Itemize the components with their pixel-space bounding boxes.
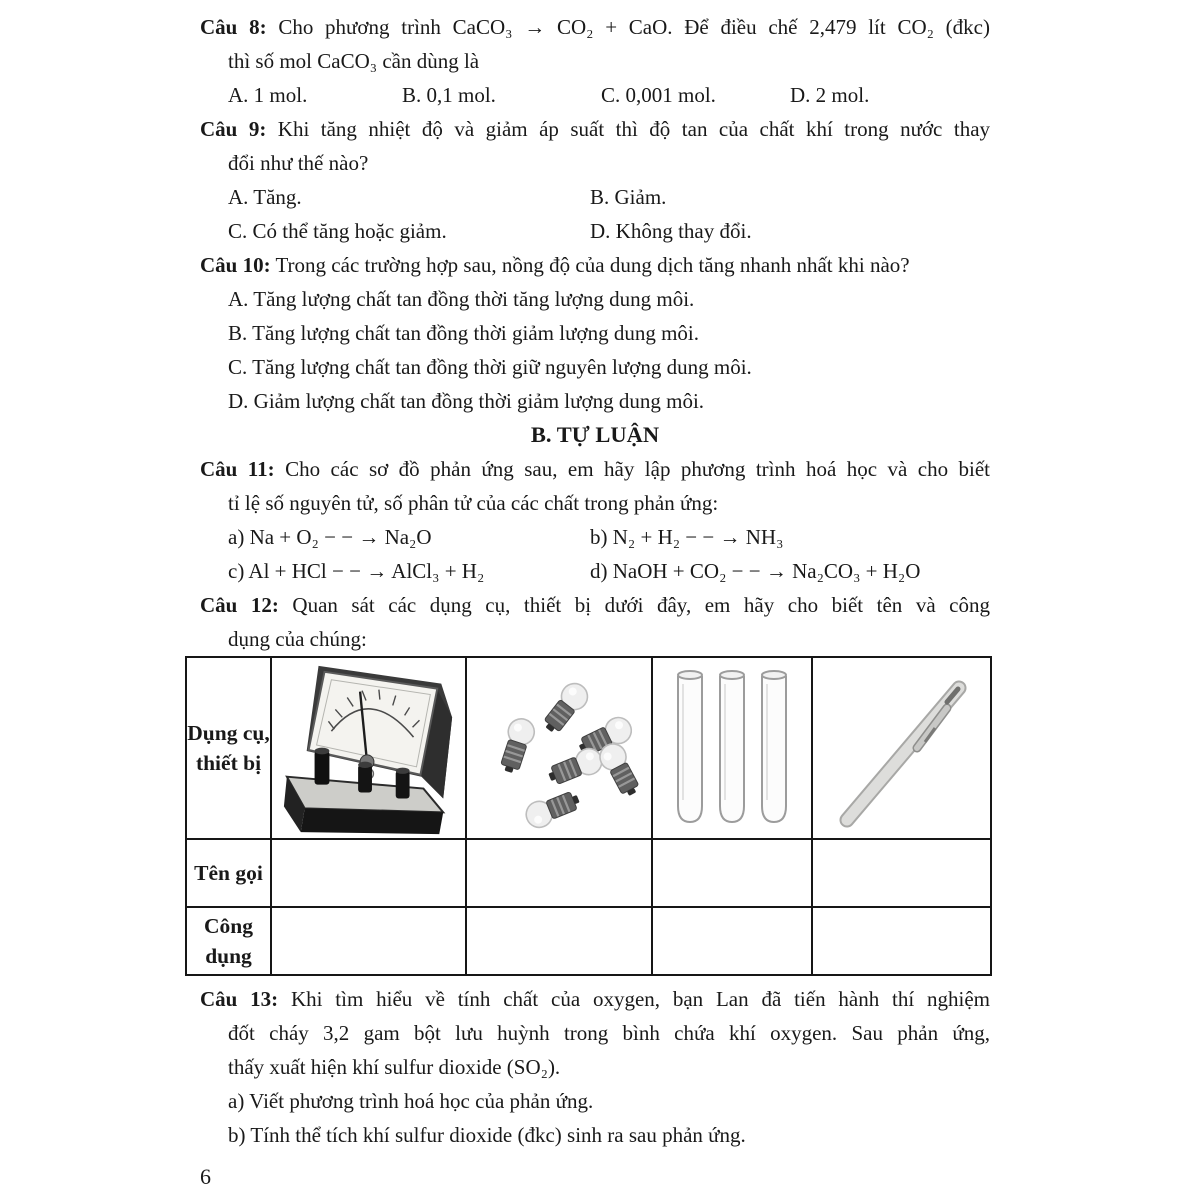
- question-11-line-1: [200, 452, 990, 486]
- question-8-options: [200, 78, 990, 112]
- table-cell-empty: [271, 839, 466, 907]
- table-cell-test-tubes: [652, 657, 812, 839]
- table-cell-bulbs: [466, 657, 652, 839]
- equation-c: c) Al + HCl − − → AlCl₃ + H₂: [228, 559, 485, 583]
- question-13-line-3: thấy xuất hiện khí sulfur dioxide (SO₂).: [228, 1055, 561, 1079]
- question-9-text: Khi tăng nhiệt độ và giảm áp suất thì độ tan của chất khí trong nước thay: [277, 117, 991, 141]
- question-12-label: Câu 12:: [200, 593, 279, 617]
- analog-ammeter-image: [275, 659, 463, 837]
- question-11-equations: [228, 520, 990, 588]
- equation-d: d) NaOH + CO₂ − − → Na₂CO₃ + H₂O: [590, 559, 921, 583]
- question-12-text: Quan sát các dụng cụ, thiết bị dưới đây, em hãy cho biết tên và công: [292, 593, 990, 617]
- question-9-line-2: đổi như thế nào?: [228, 151, 369, 175]
- question-8-line-1: [200, 10, 990, 44]
- question-13-text: Khi tìm hiểu về tính chất của oxygen, bạn Lan đã tiến hành thí nghiệm: [290, 987, 990, 1011]
- question-8-label: Câu 8:: [200, 15, 267, 39]
- question-9-line-1: [200, 112, 990, 146]
- table-cell-holder: [812, 657, 991, 839]
- option-b: B. Giảm.: [590, 185, 667, 209]
- table-cell-empty: [271, 907, 466, 975]
- table-cell-empty: [466, 907, 652, 975]
- question-8-line-2: thì số mol CaCO₃ cần dùng là: [228, 49, 480, 73]
- option-b: B. 0,1 mol.: [402, 83, 496, 107]
- option-c: C. Tăng lượng chất tan đồng thời giữ nguyên lượng dung môi.: [228, 355, 752, 379]
- table-row-name: [186, 839, 991, 907]
- option-a: A. 1 mol.: [228, 83, 308, 107]
- option-c: C. Có thể tăng hoặc giảm.: [228, 219, 447, 243]
- question-8-text: Cho phương trình CaCO₃ → CO₂ + CaO. Để điều chế 2,479 lít CO₂ (đkc): [278, 15, 990, 39]
- table-cell-ammeter: [271, 657, 466, 839]
- question-13-label: Câu 13:: [200, 987, 279, 1011]
- table-cell-empty: [812, 907, 991, 975]
- table-cell-empty: [652, 907, 812, 975]
- row-header-use: Công dụng: [186, 907, 271, 975]
- option-d: D. Giảm lượng chất tan đồng thời giảm lượng dung môi.: [228, 389, 705, 413]
- equipment-table: [185, 656, 992, 976]
- question-10-text: Trong các trường hợp sau, nồng độ của dung dịch tăng nhanh nhất khi nào?: [275, 253, 910, 277]
- mini-light-bulbs-image: [469, 662, 649, 834]
- question-9-label: Câu 9:: [200, 117, 267, 141]
- table-row-equipment: [186, 657, 991, 839]
- question-13-line-2: đốt cháy 3,2 gam bột lưu huỳnh trong bình chứa khí oxygen. Sau phản ứng,: [228, 1021, 990, 1045]
- row-header-name: Tên gọi: [186, 839, 271, 907]
- question-11-text: Cho các sơ đồ phản ứng sau, em hãy lập phương trình hoá học và cho biết: [285, 457, 991, 481]
- question-10-label: Câu 10:: [200, 253, 271, 277]
- table-cell-empty: [466, 839, 652, 907]
- section-heading: B. TỰ LUẬN: [530, 422, 660, 447]
- option-c: C. 0,001 mol.: [601, 83, 716, 107]
- option-d: D. 2 mol.: [790, 83, 870, 107]
- question-10-line-1: [200, 248, 990, 282]
- row-header-equipment: Dụng cụ, thiết bị: [186, 657, 271, 839]
- question-11-label: Câu 11:: [200, 457, 275, 481]
- table-cell-empty: [812, 839, 991, 907]
- option-d: D. Không thay đổi.: [590, 219, 752, 243]
- question-11-line-2: tỉ lệ số nguyên tử, số phân tử của các chất trong phản ứng:: [228, 491, 719, 515]
- question-10-options: [200, 282, 990, 418]
- question-13-part-b: b) Tính thể tích khí sulfur dioxide (đkc) sinh ra sau phản ứng.: [228, 1123, 746, 1147]
- question-12-line-1: [200, 588, 990, 622]
- table-cell-empty: [652, 839, 812, 907]
- test-tubes-image: [662, 660, 802, 836]
- question-13-part-a: a) Viết phương trình hoá học của phản ứng.: [228, 1089, 594, 1113]
- page-number: 6: [200, 1164, 211, 1189]
- equation-a: a) Na + O₂ − − → Na₂O: [228, 525, 432, 549]
- question-9-options: [228, 180, 990, 248]
- test-tube-holder-image: [817, 662, 987, 834]
- option-a: A. Tăng.: [228, 185, 302, 209]
- option-a: A. Tăng lượng chất tan đồng thời tăng lượng dung môi.: [228, 287, 695, 311]
- question-12-line-2: dụng của chúng:: [228, 627, 367, 651]
- equation-b: b) N₂ + H₂ − − → NH₃: [590, 525, 784, 549]
- table-row-use: [186, 907, 991, 975]
- option-b: B. Tăng lượng chất tan đồng thời giảm lượng dung môi.: [228, 321, 699, 345]
- question-13-line-1: [200, 982, 990, 1016]
